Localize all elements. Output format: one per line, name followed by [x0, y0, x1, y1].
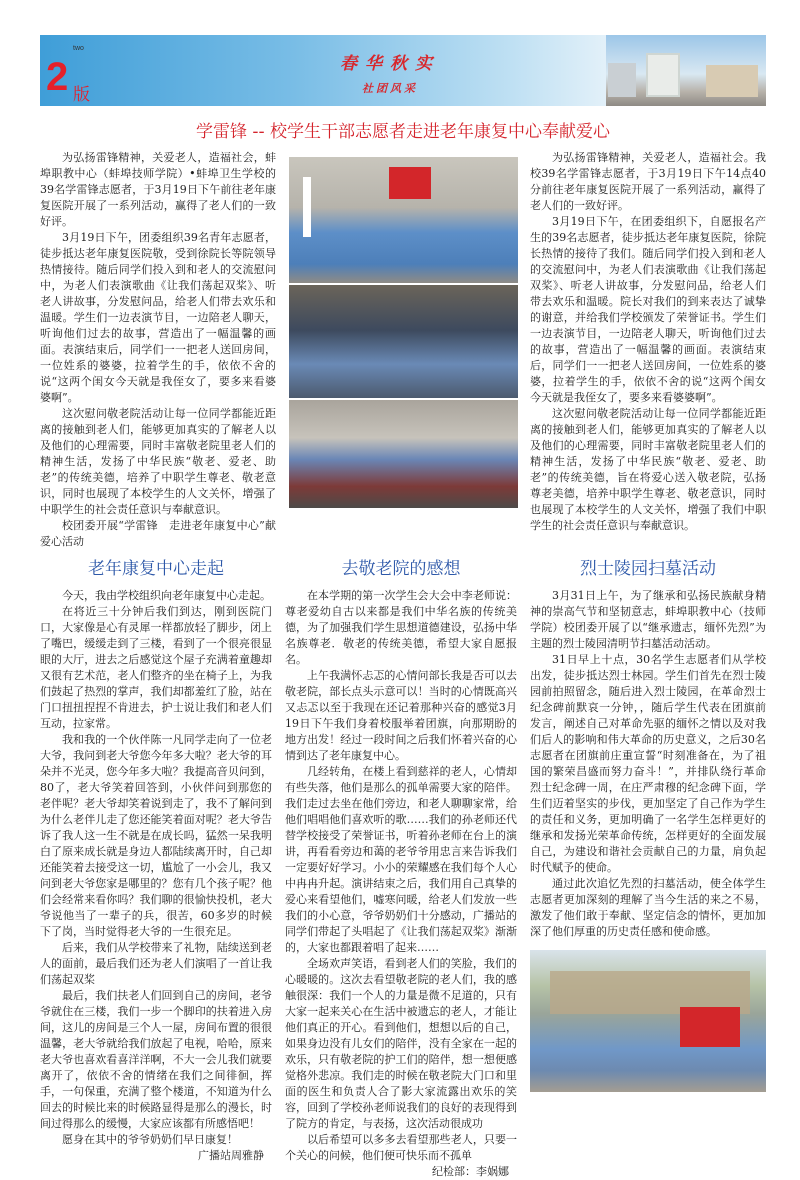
page-content — [40, 150, 766, 1178]
article-nursing-home — [285, 558, 517, 1178]
paragraph: 在本学期的第一次学生会大会中李老师说：尊老爱幼自古以来都是我们中华名族的传统美德，为了加强我们学生思想道德建设，弘扬中华名族尊老．敬老的传统美德，希望大家自愿报名。 — [285, 589, 517, 666]
bottom-section — [40, 558, 766, 1178]
top-right-article — [530, 150, 766, 534]
photo-strip — [289, 150, 518, 508]
paragraph: 最后，我们扶老人们回到自己的房间，老爷爷就住在三楼，我们一步一个脚印的扶着进入房间，这儿的房间是三个人一屋，房间布置的很很温馨，老大爷就给我们放起了电视，哈哈，原来老大爷也喜欢看喜洋洋啊，不大一会儿我们就要离开了，依依不舍的情绪在我们之间徘徊，挥手，一句保重，充满了整个楼道，不知道为什么回去的时候比来的时候路显得是那么的漫长，时间过得那么的缓慢，大家应该都有所感悟吧！ — [40, 989, 272, 1130]
paragraph: 这次慰问敬老院活动让每一位同学都能近距离的接触到老人们，能够更加真实的了解老人以及他们的心理需要，同时丰富敬老院里老人们的精神生活，发扬了中华民族“敬老、爱老、助老”的传统美德，旨在将爱心送入敬老院，弘扬尊老美德，培养中职学生尊老、敬老意识，同时也展现了本校学生的人文关怀，增强了我们中职学生的社会责任意识与奉献意识。 — [530, 407, 766, 532]
author-signature: 纪检部：李娲娜 — [432, 1165, 509, 1178]
page-header-banner — [40, 35, 766, 106]
cemetery-group-photo — [530, 950, 766, 1092]
page-suffix: 版 — [73, 85, 90, 105]
section-title: 烈士陵园扫墓活动 — [580, 559, 716, 579]
paragraph: 这次慰问敬老院活动让每一位同学都能近距离的接触到老人们，能够更加真实的了解老人以及他们的心理需要，同时丰富敬老院里老人们的精神生活，发扬了中华民族“敬老、爱老、助老”的传统美德，培养了中职学生尊老、敬老意识，同时也展现了本校学生的人文关怀，增强了中职学生的社会责任意识与奉献意识。 — [40, 407, 276, 516]
paragraph: 愿身在其中的爷爷奶奶们早日康复！ — [62, 1133, 238, 1146]
elderly-gathering-photo — [289, 285, 518, 398]
main-headline: 学雷锋 -- 校学生干部志愿者走进老年康复中心奉献爱心 — [195, 122, 611, 142]
paragraph: 后来，我们从学校带来了礼物，陆续送到老人的面前，最后我们还为老人们演唱了一首让我们荡起双桨 — [40, 941, 272, 986]
masthead-title: 春华秋实 — [340, 54, 440, 74]
paragraph: 几经转角，在楼上看到慈祥的老人，心情却有些失落，他们是那么的孤单需要大家的陪伴。我们走过去坐在他们旁边，和老人聊聊家常，给他们唱唱他们喜欢听的歌……我们的孙老师还代替学校接受了荣誉证书，听着孙老师在台上的演讲，再看看旁边和蔼的老爷爷用忠言来告诉我们一定要好好学习。小小的荣耀感在我们每个人心中冉冉升起。演讲结束之后，我们用自己真挚的爱心来看望他们，嘘寒问暖，给老人们发放一些我们的小心意，爷爷奶奶们十分感动，广播站的同学们带起了头唱起了《让我们荡起双桨》渐渐的，大家也都跟着唱了起来…… — [285, 765, 517, 954]
author-signature: 广播站周雅静 — [198, 1149, 264, 1162]
top-section — [40, 150, 766, 550]
paragraph: 今天，我由学校组织向老年康复中心走起。 — [62, 589, 271, 602]
paragraph: 上午我满怀忐忑的心情问部长我是否可以去敬老院，部长点头示意可以！当时的心情既高兴又忐忑以至于我现在还记着那种兴奋的感觉3月19日下午我们身着校服举着团旗，向那期盼的地方出发！经过一段时间之后我们怀着兴奋的心情到达了老年康复中心。 — [285, 669, 517, 762]
paragraph: 为弘扬雷锋精神，关爱老人，造福社会。我校39名学雷锋志愿者，于3月19日下午14点40分前往老年康复医院开展了一系列活动，赢得了老人们的一致好评。 — [530, 151, 766, 212]
masthead-subtitle: 社团风采 — [362, 82, 418, 95]
paragraph: 在将近三十分钟后我们到达，刚到医院门口，大家像是心有灵犀一样都放轻了脚步，闭上了嘴巴，缓缓走到了三楼，看到了一个很亮很显眼的大厅，进去之后感觉这个屋子充满着童趣却又很有艺术范，老人们整齐的坐在椅子上，为我们鼓起了热烈的掌声，我们却都羞红了脸，站在门口扭扭捏捏不肯进去，护士说让我们和老人们互动，拉家常。 — [40, 605, 272, 730]
volunteers-group-photo — [289, 157, 518, 283]
paragraph: 3月19日下午，团委组织39名青年志愿者，徒步抵达老年康复医院敬，受到徐院长等院领导热情接待。随后同学们投入到和老人的交流慰问中，为老人们表演歌曲《让我们荡起双桨》、听老人讲故事，分发慰问品，给老人们带去欢乐和温暖。学生们一边表演节目，一边陪老人聊天，听询他们过去的故事，营造出了一幅温馨的画面。表演结束后，同学们一一把老人送回房间，一位姓系的婆婆，拉着学生的手，依依不舍的说“这两个闺女今天就是我侄女了，要多来看婆婆啊”。 — [40, 231, 276, 404]
paragraph: 31日早上十点，30名学生志愿者们从学校出发，徒步抵达烈士林园。学生们首先在烈士陵园前拍照留念，随后进入烈士陵园，在革命烈士纪念碑前默哀一分钟，，随后学生代表在团旗前发言，阐述自己对革命先驱的缅怀之情以及对我们后人的影响和伟大革命的历史意义，之后30名志愿者在团旗前庄重宣誓“时刻准备在，为了祖国的繁荣昌盛而努力奋斗！”，并排队绕行革命烈士纪念碑一周，在庄严肃穆的纪念碑下面，学生们迈着坚实的步伐，更加坚定了自己作为学生的责任和义务，更加明确了一名学生怎样更好的继承和发扬光荣革命传统，怎样更好的全面发展自己，为建设和谐社会贡献自己的力量，肩负起时代赋予的使命。 — [530, 653, 766, 874]
paragraph: 3月19日下午，在团委组织下，自愿报名产生的39名志愿者，徒步抵达老年康复医院，徐院长热情的接待了我们。随后同学们投入到和老人的交流慰问中，为老人们表演歌曲《让我们荡起双桨》、听老人讲故事，分发慰问品，给老人们带去欢乐和温暖。院长对我们的到来表达了诚挚的谢意，并给我们学校颁发了荣誉证书。学生们一边表演节目，一边陪老人聊天，听询他们过去的故事，营造出了一幅温馨的画面。表演结束后，同学们一一把老人送回房间，一位姓系的婆婆，拉着学生的手，依依不舍的说“这两个闺女今天就是我侄女了，要多来看婆婆啊”。 — [530, 215, 766, 404]
paragraph: 3月31日上午，为了继承和弘扬民族献身精神的崇高气节和坚韧意志，蚌埠职教中心（技师学院）校团委开展了以“继承遗志，缅怀先烈”为主题的烈士陵园清明节扫墓活动活动。 — [530, 589, 766, 650]
paragraph: 为弘扬雷锋精神，关爱老人，造福社会，蚌埠职教中心（蚌埠技师学院）•蚌埠卫生学校的39名学雷锋志愿者，于3月19日下午前往老年康复医院开展了一系列活动，赢得了老人们的一致好评。 — [40, 151, 276, 228]
paragraph: 通过此次追忆先烈的扫墓活动，使全体学生志愿者更加深刻的理解了当今生活的来之不易，激发了他们敢于奉献、坚定信念的情怀，更加加深了他们厚重的历史责任感和使命感。 — [530, 877, 766, 938]
performance-photo — [289, 400, 518, 508]
paragraph: 以后希望可以多多去看望那些老人，只要一个关心的问候，他们便可快乐而不孤单 — [285, 1133, 517, 1162]
page-number-english: two — [73, 45, 84, 52]
paragraph: 校团委开展“学雷锋 走进老年康复中心”献爱心活动 — [40, 519, 276, 548]
article-martyrs-cemetery — [530, 558, 766, 1092]
masthead — [310, 49, 470, 96]
paragraph: 我和我的一个伙伴陈一凡同学走向了一位老大爷，我问到老大爷您今年多大啦？老大爷的耳朵并不光灵，您今年多大啦？我提高音贝问到，80了，老大爷笑着回答到，小伙伴问到那您的老伴呢？老大爷却笑着说到走了，我不了解问到为什么老伴儿走了您还能笑着面对呢？老大爷告诉了我人这一生不就是在成长吗，猛然一呆我明白了原来成长就是身边人都陆续离开时，自己却还能笑着去接受这一切，尴尬了一小会儿，我又问到老大爷您家是哪里的？您有几个孩子呢？他们会经常来看你吗？我们聊的很愉快投机，老大爷说他当了一辈子的兵，很苦，60多岁的时候下了岗，当时觉得老大爷的一生很充足。 — [40, 733, 272, 938]
article-elderly-center — [40, 558, 272, 1162]
section-title: 去敬老院的感想 — [341, 559, 461, 579]
page-number: 2 — [46, 55, 69, 99]
campus-building-photo — [606, 35, 766, 106]
top-left-article — [40, 150, 276, 550]
paragraph: 全场欢声笑语，看到老人们的笑脸，我们的心暖暖的。这次去看望敬老院的老人们，我的感触很深：我们一个人的力量是微不足道的，只有大家一起来关心在生活中被遗忘的老人，才能让他们真正的开心。看到他们，想想以后的自己，如果身边没有儿女们的陪伴，没有全家在一起的欢乐，只有敬老院的护工们的陪伴，想一想便感觉格外悲凉。我们走的时候在敬老院大门口和里面的医生和负责人合了影大家流露出欢乐的笑容，回到了学校孙老师说我们的良好的表现得到了院方的肯定，与表扬，这次活动很成功 — [285, 957, 517, 1130]
section-title: 老年康复中心走起 — [88, 559, 224, 579]
